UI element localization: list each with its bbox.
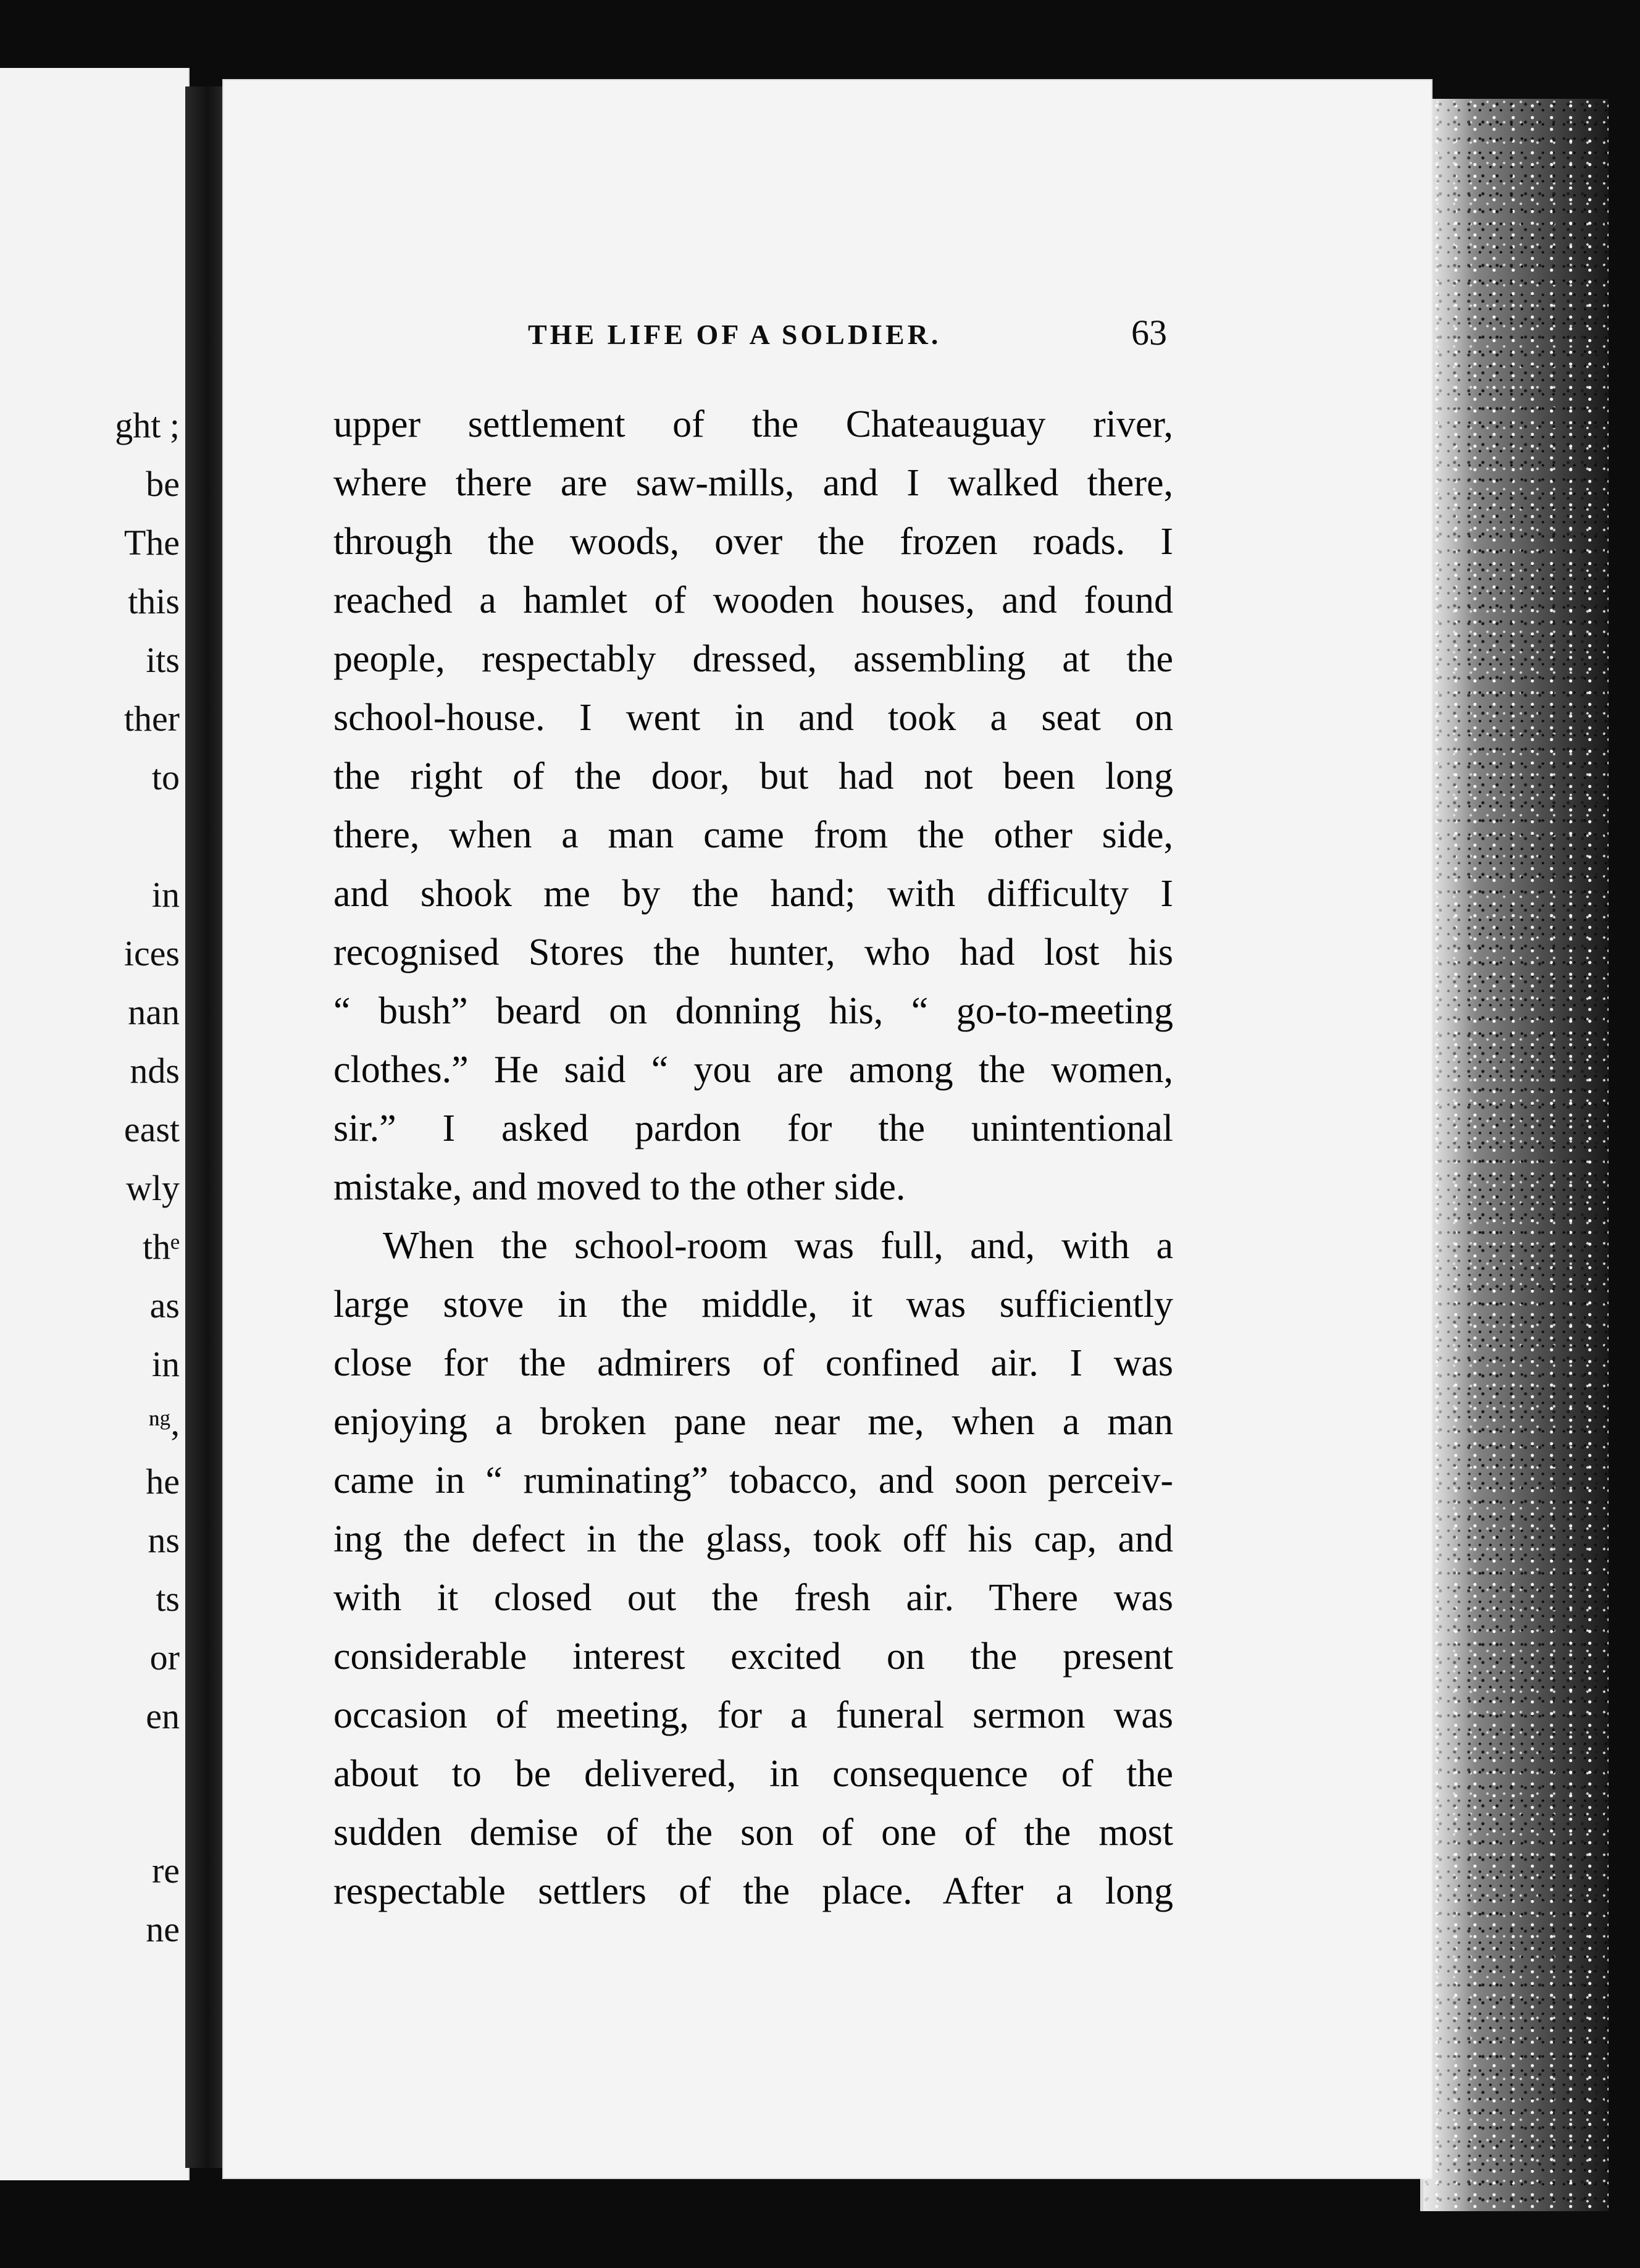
text-line: clothes.” He said “ you are among the women, <box>333 1049 1173 1091</box>
text-line: where there are saw-mills, and I walked there, <box>333 462 1173 504</box>
facing-page-fragment: re <box>151 1850 180 1891</box>
text-line: large stove in the middle, it was sufficiently <box>333 1283 1173 1325</box>
facing-page-fragment: east <box>123 1109 180 1149</box>
text-line: When the school-room was full, and, with a <box>383 1225 1173 1267</box>
facing-page-fragment: The <box>123 523 180 563</box>
text-line: ing the defect in the glass, took off his cap, and <box>333 1518 1173 1560</box>
book-gutter <box>185 86 222 2168</box>
facing-page-fragment: ther <box>123 699 180 739</box>
facing-page-left <box>0 68 190 2180</box>
facing-page-fragment: ices <box>123 933 180 973</box>
page-edge-fade <box>1420 99 1476 2211</box>
facing-page-fragment: wly <box>126 1168 180 1208</box>
facing-page-fragment: ⁿᵍ, <box>148 1403 180 1443</box>
facing-page-fragment: thᵉ <box>143 1227 180 1267</box>
text-line: sudden demise of the son of one of the most <box>333 1812 1173 1854</box>
facing-page-fragment: nds <box>130 1051 180 1091</box>
text-line: there, when a man came from the other side, <box>333 814 1173 856</box>
paragraph <box>333 1217 1173 1921</box>
text-line: enjoying a broken pane near me, when a man <box>333 1401 1173 1443</box>
facing-page-fragment: be <box>146 464 180 504</box>
facing-page-fragment: or <box>149 1637 180 1678</box>
facing-page-fragment: this <box>128 581 180 621</box>
body-text <box>333 395 1173 1921</box>
facing-page-fragment: in <box>151 1344 180 1384</box>
running-head: THE LIFE OF A SOLDIER. <box>528 319 942 350</box>
text-line: about to be delivered, in consequence of the <box>333 1753 1173 1795</box>
text-line: close for the admirers of confined air. I was <box>333 1342 1173 1384</box>
text-line: mistake, and moved to the other side. <box>333 1166 906 1208</box>
facing-page-fragment: ts <box>156 1579 180 1619</box>
text-line: through the woods, over the frozen roads. I <box>333 521 1173 563</box>
text-line: upper settlement of the Chateauguay river, <box>333 403 1173 445</box>
text-line: the right of the door, but had not been long <box>333 755 1173 797</box>
paragraph <box>333 395 1173 1217</box>
facing-page-fragment: in <box>151 875 180 915</box>
facing-page-fragment: nan <box>128 992 180 1032</box>
facing-page-fragment: ght ; <box>115 405 180 445</box>
text-line: occasion of meeting, for a funeral sermon was <box>333 1694 1173 1736</box>
text-line: school-house. I went in and took a seat on <box>333 697 1173 739</box>
text-line: recognised Stores the hunter, who had lost his <box>333 931 1173 973</box>
page-number: 63 <box>1131 313 1167 353</box>
facing-page-fragment: as <box>149 1285 180 1325</box>
facing-page-fragment: en <box>146 1696 180 1736</box>
text-line: came in “ ruminating” tobacco, and soon perceiv- <box>333 1460 1173 1502</box>
facing-page-fragment: its <box>146 640 180 680</box>
facing-page-fragment: ne <box>146 1909 180 1949</box>
facing-page-fragment: ns <box>148 1520 180 1560</box>
text-line: “ bush” beard on donning his, “ go-to-meeting <box>333 990 1173 1032</box>
facing-page-fragment: he <box>146 1461 180 1502</box>
text-line: respectable settlers of the place. After a long <box>333 1870 1173 1912</box>
facing-page-fragment: to <box>151 757 180 797</box>
text-line: reached a hamlet of wooden houses, and found <box>333 579 1173 621</box>
text-line: and shook me by the hand; with difficulty I <box>333 873 1173 915</box>
text-line: with it closed out the fresh air. There was <box>333 1577 1173 1619</box>
text-line: people, respectably dressed, assembling at the <box>333 638 1173 680</box>
text-line: considerable interest excited on the present <box>333 1636 1173 1678</box>
text-line: sir.” I asked pardon for the unintentional <box>333 1107 1173 1149</box>
